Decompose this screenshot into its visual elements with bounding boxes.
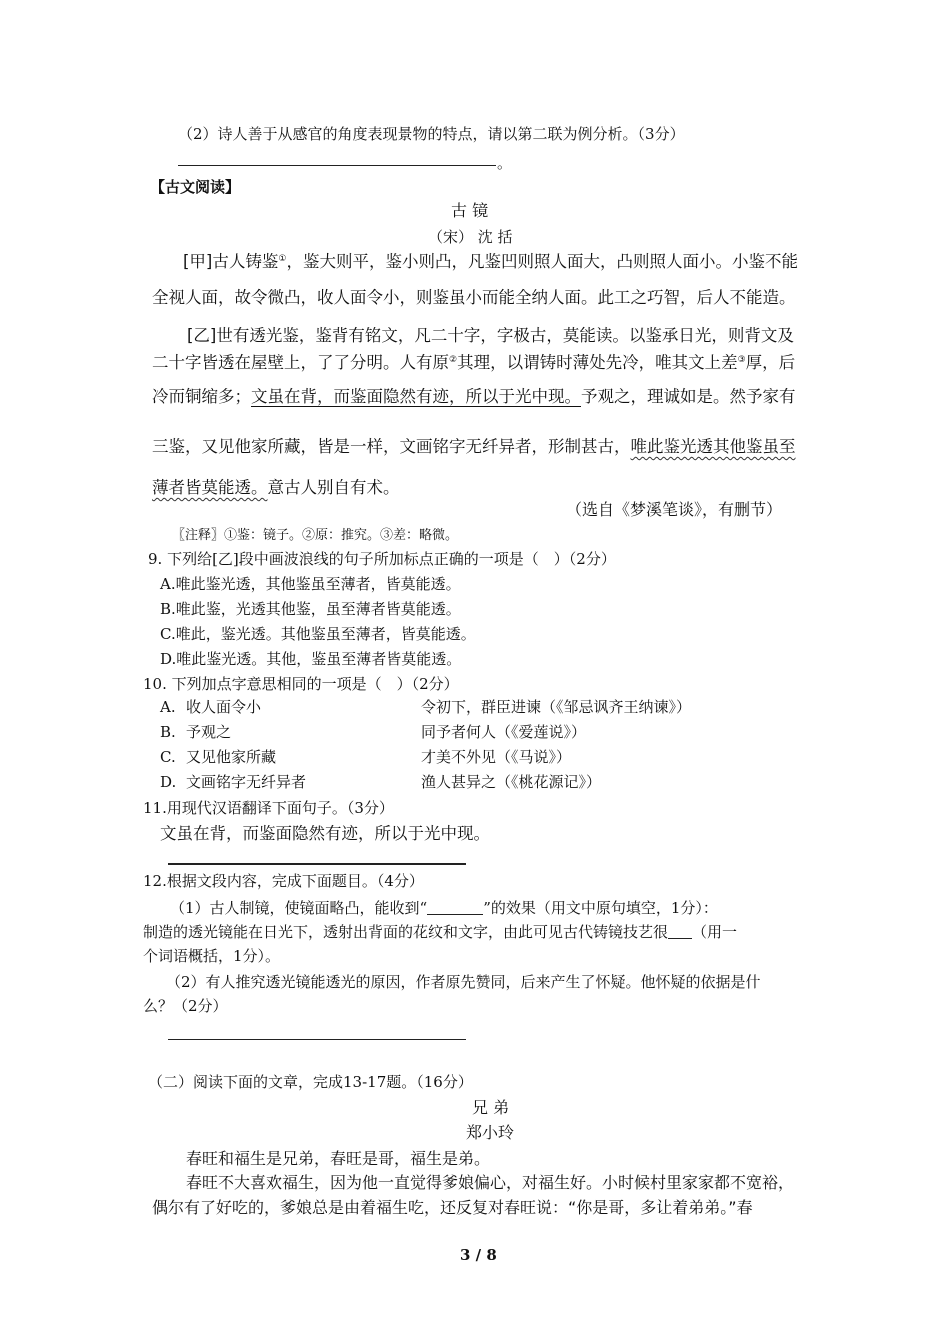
answer-line-poem-q2 — [178, 165, 496, 166]
page-number: 3 / 8 — [460, 1246, 497, 1264]
part-2-heading: （二）阅读下面的文章，完成13-17题。（16分） — [148, 1073, 473, 1091]
question-10-label-d: D. — [160, 773, 177, 791]
q12-p1-text-a: （1）古人制镜，使镜面略凸，能收到“ — [170, 899, 428, 917]
footnote-marker-1: ① — [278, 254, 287, 264]
passage-source: （选自《梦溪笔谈》，有删节） — [566, 500, 783, 519]
yi-text-3a: 冷而铜缩多； — [152, 387, 251, 406]
article-paragraph-1: 春旺和福生是兄弟，春旺是哥，福生是弟。 — [186, 1149, 491, 1168]
jia-text-b: ，鉴大则平，鉴小则凸，凡鉴凹则照人面大，凸则照人面小。小鉴不能 — [286, 252, 798, 271]
q12-p1-text-c: 制造的透光镜能在日光下，透射出背面的花纹和文字，由此可见古代铸镜技艺很 — [143, 923, 669, 941]
question-12-part-1-line-1 — [170, 898, 718, 918]
fill-blank-2[interactable] — [668, 924, 692, 939]
footnote-marker-2: ② — [449, 355, 458, 365]
paragraph-yi-line-3 — [152, 386, 796, 408]
section-label: 【古文阅读】 — [150, 178, 241, 196]
paragraph-jia-line-1 — [183, 251, 798, 273]
paragraph-yi-line-4 — [152, 436, 796, 458]
question-10-right-c: 才美不外见（《马说》） — [421, 748, 572, 766]
question-12-stem: 12.根据文段内容，完成下面题目。（4分） — [143, 872, 424, 890]
yi-text-5b: 意古人别自有术。 — [267, 478, 400, 497]
question-12-part-2-line-2: 么？（2分） — [143, 997, 228, 1015]
question-10-left-c: 又见他家所藏 — [186, 748, 277, 766]
question-12-part-1-line-2 — [143, 922, 737, 942]
question-10-left-b: 予观之 — [186, 723, 232, 741]
paragraph-yi-line-5 — [152, 477, 400, 499]
underlined-sentence: 文虽在背，而鉴面隐然有迹，所以于光中现。 — [251, 387, 581, 406]
question-10-label-b: B. — [160, 723, 176, 741]
passage-title: 古 镜 — [451, 201, 489, 220]
article-paragraph-2-line-1: 春旺不大喜欢福生，因为他一直觉得爹娘偏心，对福生好。小时候村里家家都不宽裕， — [186, 1173, 795, 1192]
q12-p1-text-b: ”的效果（用文中原句填空，1分）： — [483, 899, 718, 917]
question-11-stem: 11.用现代汉语翻译下面句子。（3分） — [143, 799, 394, 817]
paragraph-yi-line-2 — [152, 352, 795, 374]
yi-text-2a: 二十字皆透在屋壁上，了了分明。人有原 — [152, 353, 449, 372]
question-12-part-1-line-3: 个词语概括，1分）。 — [143, 947, 281, 965]
q12-p1-text-d: （用一 — [692, 923, 738, 941]
paragraph-jia-line-2: 全视人面，故令微凸，收人面令小，则鉴虽小而能全纳人面。此工之巧智，后人不能造。 — [152, 288, 796, 307]
paragraph-yi-line-1: [乙]世有透光鉴，鉴背有铭文，凡二十字，字极古，莫能读。以鉴承日光，则背文及 — [187, 326, 794, 345]
question-12-part-2-line-1: （2）有人推究透光镜能透光的原因，作者原先赞同，后来产生了怀疑。他怀疑的依据是什 — [166, 973, 761, 991]
question-10-right-b: 同予者何人（《爱莲说》） — [421, 723, 587, 741]
passage-notes: 〖注释〗①鉴：镜子。②原：推究。③差：略微。 — [172, 528, 459, 543]
question-10-right-a: 令初下，群臣进谏（《邹忌讽齐王纳谏》） — [421, 698, 692, 716]
wavy-sentence-part-1: 唯此鉴光透其他鉴虽至 — [630, 437, 796, 456]
question-9-option-b: B.唯此鉴，光透其他鉴，虽至薄者皆莫能透。 — [160, 600, 461, 618]
question-9-stem: 9. 下列给[乙]段中画波浪线的句子所加标点正确的一项是（ ）（2分） — [148, 550, 616, 568]
article-paragraph-2-line-2: 偶尔有了好吃的，爹娘总是由着福生吃，还反复对春旺说：“你是哥，多让着弟弟。”春 — [152, 1198, 753, 1217]
question-10-left-d: 文画铭字无纤异者 — [186, 773, 307, 791]
jia-text-a: [甲]古人铸鉴 — [183, 252, 279, 271]
question-10-left-a: 收人面令小 — [186, 698, 262, 716]
question-9-option-d: D.唯此鉴光透。其他，鉴虽至薄者皆莫能透。 — [160, 650, 462, 668]
answer-line-q12 — [168, 1039, 466, 1040]
question-9-option-c: C.唯此，鉴光透。其他鉴虽至薄者，皆莫能透。 — [160, 625, 476, 643]
question-11-sentence: 文虽在背，而鉴面隐然有迹，所以于光中现。 — [160, 824, 490, 843]
answer-line-q11 — [168, 863, 466, 865]
yi-text-2c: 厚，后 — [745, 353, 796, 372]
wavy-sentence-part-2: 薄者皆莫能透。 — [152, 478, 268, 497]
poem-question-2: （2）诗人善于从感官的角度表现景物的特点，请以第二联为例分析。（3分） — [178, 125, 685, 143]
article-title: 兄 弟 — [472, 1098, 510, 1117]
question-9-option-a: A.唯此鉴光透，其他鉴虽至薄者，皆莫能透。 — [160, 575, 461, 593]
answer-line-tail: 。 — [497, 154, 513, 172]
question-10-stem: 10. 下列加点字意思相同的一项是（ ）（2分） — [143, 675, 459, 693]
passage-author: （宋） 沈 括 — [428, 228, 513, 246]
question-10-label-a: A. — [160, 698, 176, 716]
question-10-right-d: 渔人甚异之（《桃花源记》） — [421, 773, 602, 791]
article-author: 郑小玲 — [466, 1123, 515, 1142]
fill-blank-1[interactable] — [427, 900, 483, 915]
yi-text-4a: 三鉴，又见他家所藏，皆是一样，文画铭字无纤异者，形制甚古， — [152, 437, 631, 456]
yi-text-2b: 其理，以谓铸时薄处先冷，唯其文上差 — [457, 353, 738, 372]
yi-text-3b: 予观之，理诚如是。然予家有 — [581, 387, 796, 406]
footnote-marker-3: ③ — [737, 355, 746, 365]
question-10-label-c: C. — [160, 748, 176, 766]
